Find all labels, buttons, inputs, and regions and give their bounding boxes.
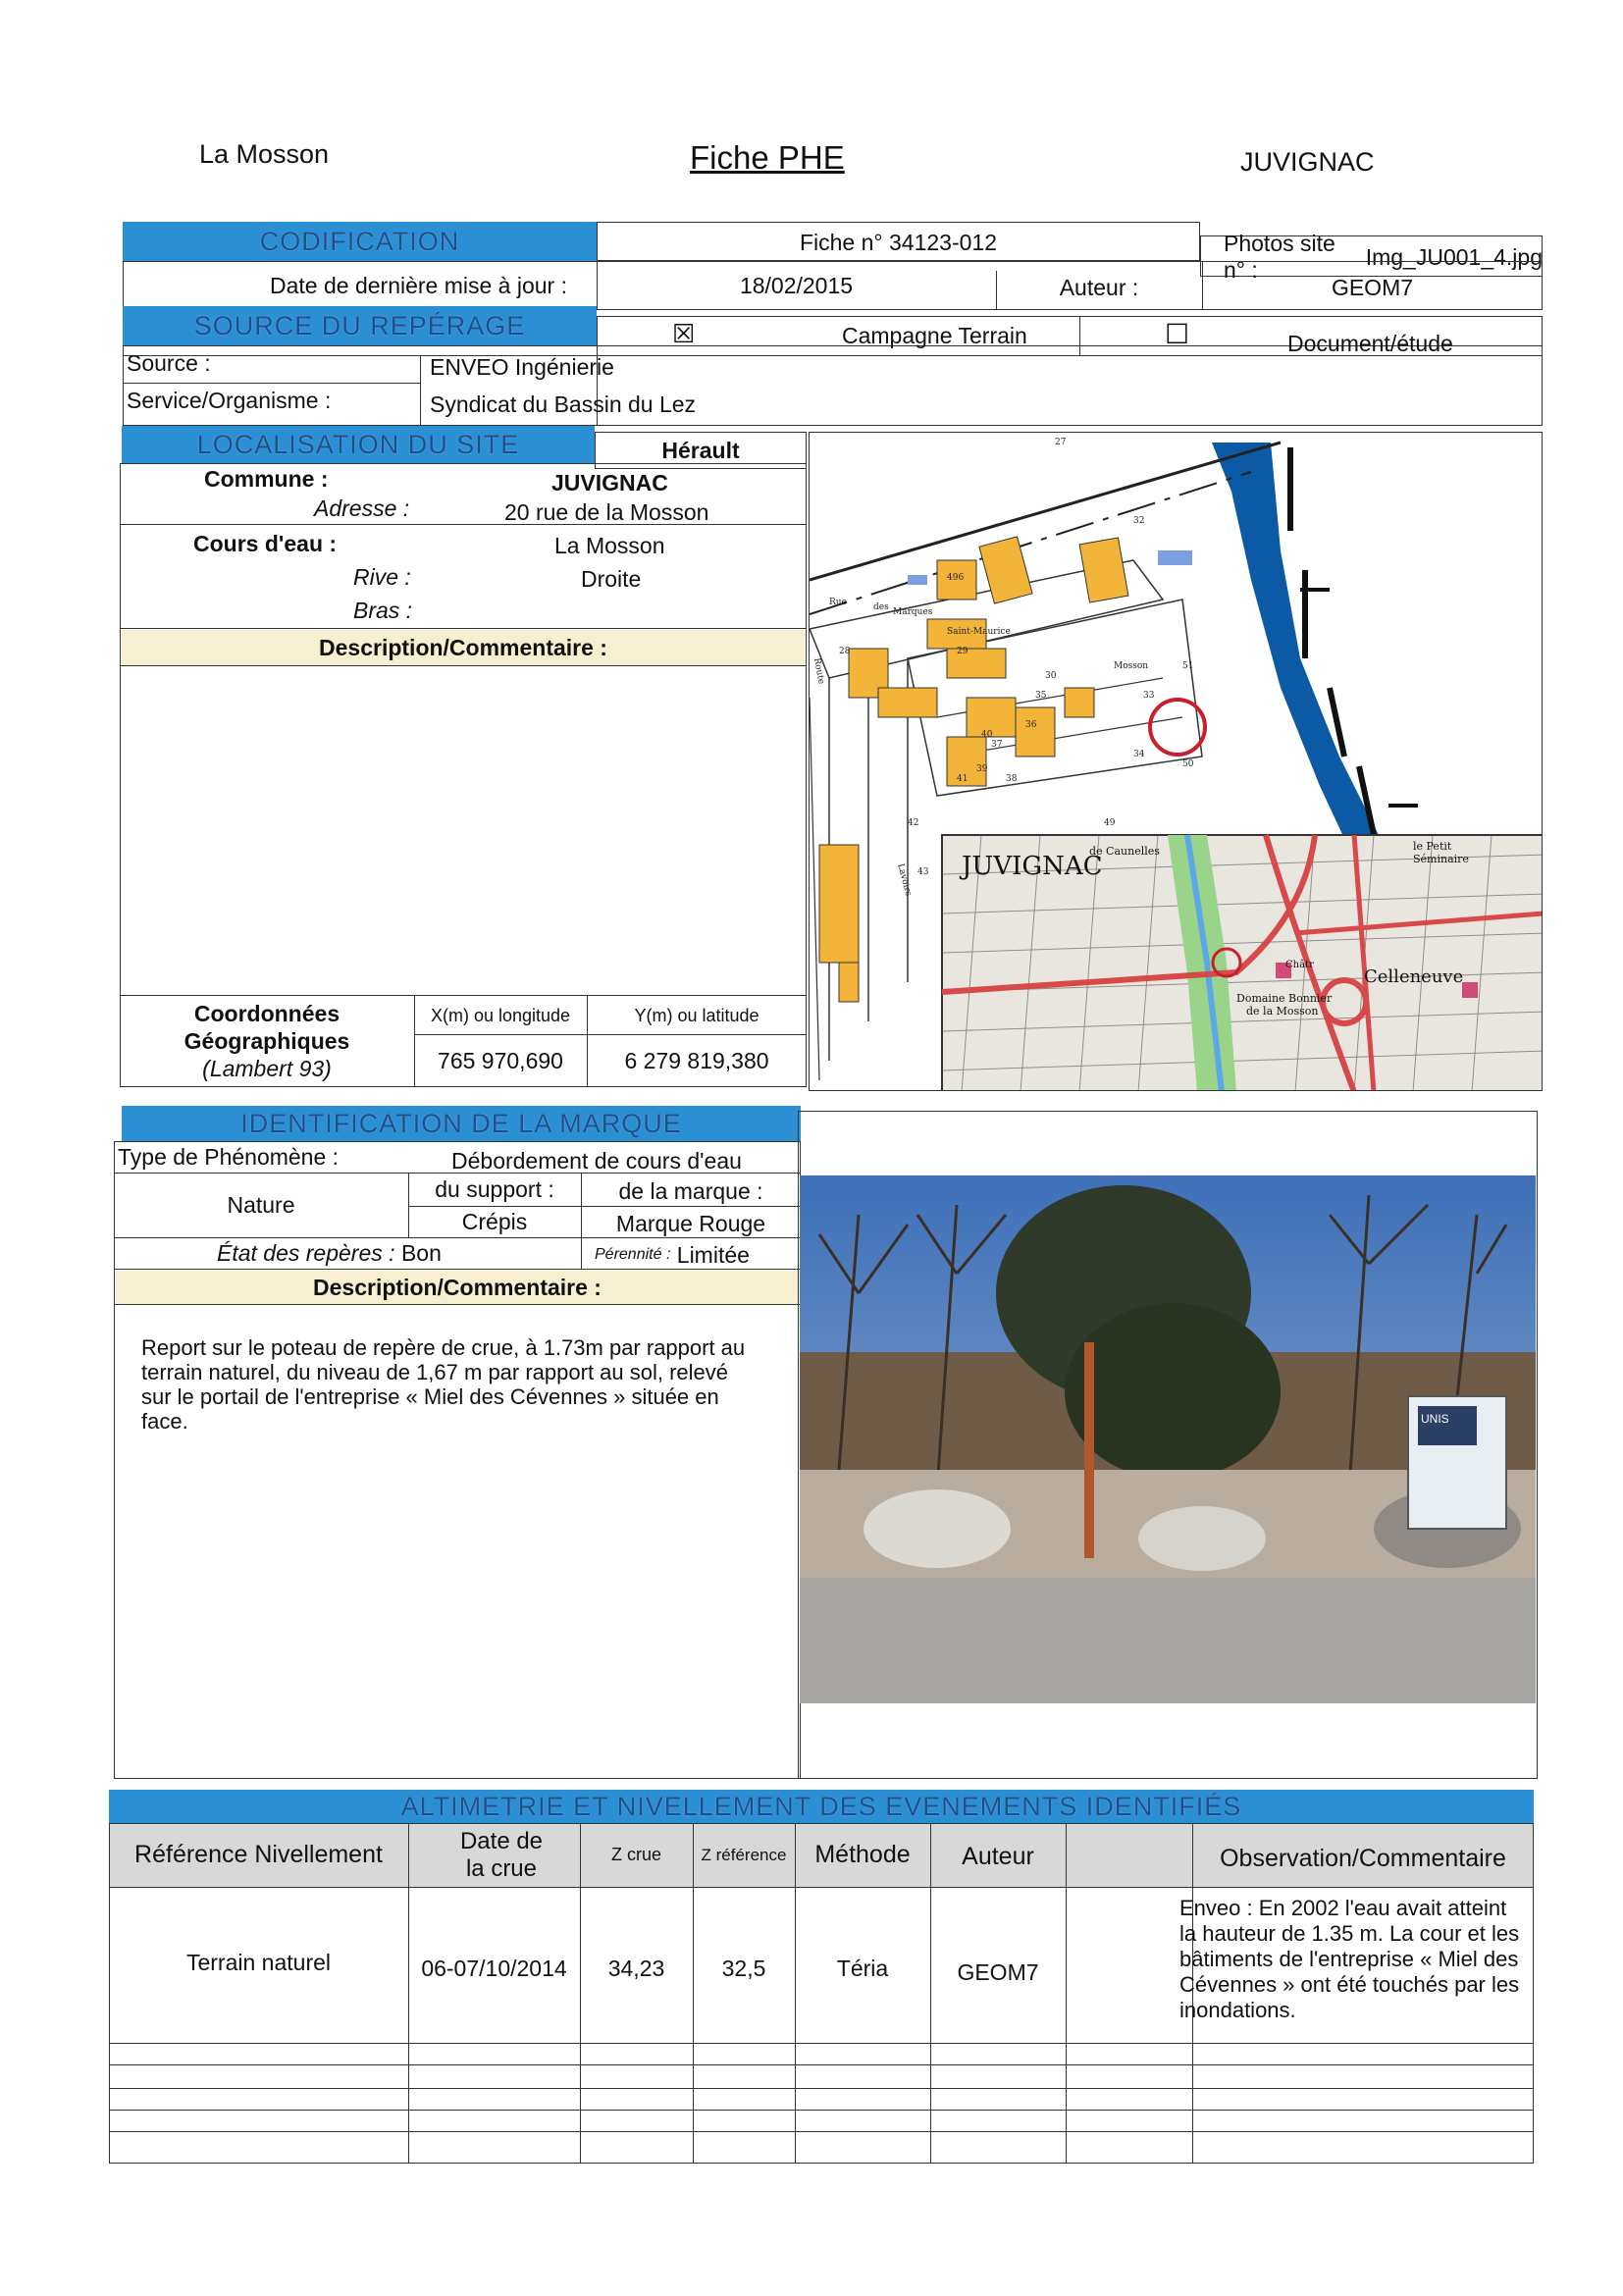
- svg-text:Route: Route: [812, 656, 826, 686]
- svg-text:35: 35: [1035, 691, 1047, 701]
- identification-heading: IDENTIFICATION DE LA MARQUE: [122, 1106, 801, 1141]
- row-observation: Enveo : En 2002 l'eau avait atteint la hauteur de 1.35 m. La cour et les bâtiments de l'entreprise « Miel des Cévennes » ont été touchés par les inondations.: [1179, 1896, 1520, 2022]
- type-phenomene-value: Débordement de cours d'eau: [451, 1147, 742, 1174]
- row-date: 06-07/10/2014: [421, 1955, 567, 1981]
- department: Hérault: [661, 437, 740, 463]
- codification-section: [123, 222, 1543, 310]
- photos-value: Img_JU001_4.jpg: [1365, 243, 1543, 270]
- svg-text:37: 37: [991, 740, 1003, 750]
- localisation-description-body: [122, 667, 805, 997]
- svg-text:51: 51: [1182, 661, 1194, 671]
- svg-text:Marques: Marques: [893, 607, 933, 617]
- cours-eau-label: Cours d'eau :: [193, 530, 338, 556]
- perennite-label: Pérennité :: [595, 1246, 671, 1263]
- svg-text:le Petit: le Petit: [1413, 840, 1452, 853]
- col-zcrue: Z crue: [610, 1845, 661, 1864]
- y-value: 6 279 819,380: [624, 1047, 769, 1073]
- document-checkbox[interactable]: ☐: [1165, 318, 1190, 349]
- col-zref: Z référence: [701, 1845, 787, 1864]
- marque-value: Marque Rouge: [615, 1210, 766, 1236]
- source-value: ENVEO Ingénierie: [430, 353, 614, 380]
- svg-text:Séminaire: Séminaire: [1413, 853, 1469, 865]
- photos-label: Photos site n° :: [1224, 231, 1335, 283]
- row-auteur: GEOM7: [957, 1958, 1039, 1985]
- site-photo: [800, 1175, 1536, 1703]
- campagne-terrain-label: Campagne Terrain: [842, 322, 1027, 348]
- author-value: GEOM7: [1331, 274, 1414, 300]
- map-label: 27: [1055, 438, 1067, 447]
- codification-heading: CODIFICATION: [123, 222, 597, 261]
- svg-text:Mosson: Mosson: [1114, 661, 1149, 671]
- service-label: Service/Organisme :: [127, 387, 332, 413]
- coord-label-line1: Coordonnées: [193, 1001, 340, 1026]
- type-phenomene-label: Type de Phénomène :: [118, 1143, 340, 1170]
- svg-text:34: 34: [1133, 750, 1145, 759]
- x-value: 765 970,690: [438, 1047, 563, 1073]
- town-name: JUVIGNAC: [1240, 147, 1375, 177]
- source-heading: SOURCE DU REPÉRAGE: [123, 306, 597, 345]
- coord-label-line2: Géographiques: [183, 1028, 350, 1054]
- source-section: [123, 306, 1543, 426]
- row-zcrue: 34,23: [607, 1955, 665, 1981]
- rive-label: Rive :: [353, 563, 411, 590]
- rive-value: Droite: [581, 565, 642, 592]
- svg-text:Celleneuve: Celleneuve: [1364, 966, 1464, 987]
- svg-text:Lavoirs: Lavoirs: [895, 862, 914, 898]
- svg-text:40: 40: [981, 730, 993, 740]
- commune-label: Commune :: [204, 465, 329, 492]
- date-label: Date de dernière mise à jour :: [270, 272, 567, 298]
- altimetrie-heading: ALTIMETRIE ET NIVELLEMENT DES EVENEMENTS IDENTIFIÉS: [109, 1790, 1534, 1823]
- etat-label: État des repères :: [217, 1239, 395, 1266]
- svg-text:39: 39: [976, 764, 988, 774]
- service-value: Syndicat du Bassin du Lez: [430, 391, 697, 417]
- adresse-value: 20 rue de la Mosson: [504, 498, 709, 525]
- support-label: du support :: [435, 1175, 554, 1202]
- marque-label: de la marque :: [618, 1177, 763, 1204]
- altimetrie-section: [109, 1776, 1534, 2164]
- row-methode: Téria: [836, 1955, 889, 1981]
- cours-eau-value: La Mosson: [554, 532, 665, 558]
- date-value: 18/02/2015: [739, 272, 854, 298]
- map-town-label: JUVIGNAC: [962, 852, 1103, 881]
- svg-text:33: 33: [1143, 691, 1155, 701]
- col-date: Date de la crue: [459, 1827, 544, 1882]
- row-reference: Terrain naturel: [185, 1949, 332, 1975]
- svg-text:de la Mosson: de la Mosson: [1246, 1005, 1319, 1018]
- svg-text:49: 49: [1104, 818, 1116, 828]
- river-name: La Mosson: [199, 139, 330, 169]
- svg-text:de Caunelles: de Caunelles: [1089, 845, 1160, 858]
- svg-text:41: 41: [957, 774, 969, 784]
- author-label: Auteur :: [1059, 274, 1139, 300]
- page-title: Fiche PHE: [690, 139, 845, 176]
- localisation-section: [120, 426, 807, 1087]
- bras-label: Bras :: [353, 597, 413, 623]
- svg-text:50: 50: [1182, 759, 1194, 769]
- svg-text:des: des: [873, 602, 889, 612]
- svg-text:Saint-Maurice: Saint-Maurice: [947, 627, 1011, 637]
- fiche-number: Fiche n° 34123-012: [799, 229, 997, 255]
- identification-description-heading: Description/Commentaire :: [116, 1271, 799, 1304]
- svg-text:496: 496: [947, 573, 965, 583]
- document-etude-label: Document/étude: [1287, 330, 1453, 356]
- col-auteur: Auteur: [962, 1843, 1034, 1870]
- commune-value: JUVIGNAC: [551, 469, 668, 496]
- localisation-description-heading: Description/Commentaire :: [122, 630, 805, 665]
- site-map: [809, 432, 1543, 1091]
- col-reference: Référence Nivellement: [134, 1841, 383, 1868]
- y-label: Y(m) ou latitude: [634, 1005, 759, 1025]
- svg-text:Châtr: Châtr: [1285, 960, 1314, 970]
- svg-text:30: 30: [1045, 671, 1057, 681]
- localisation-heading: LOCALISATION DU SITE: [122, 426, 595, 463]
- etat-value: Bon: [400, 1239, 442, 1266]
- perennite-value: Limitée: [676, 1241, 750, 1268]
- support-value: Crépis: [461, 1208, 528, 1234]
- svg-text:29: 29: [957, 647, 969, 656]
- svg-text:Domaine Bonnier: Domaine Bonnier: [1236, 992, 1333, 1005]
- svg-text:Rue: Rue: [829, 598, 847, 607]
- svg-text:43: 43: [917, 867, 929, 877]
- coord-label-line3: (Lambert 93): [202, 1056, 332, 1081]
- sign-text: UNIS: [1421, 1412, 1449, 1426]
- svg-text:36: 36: [1025, 720, 1037, 730]
- campagne-checkbox[interactable]: ☒: [672, 318, 696, 348]
- adresse-label: Adresse :: [314, 495, 410, 521]
- identification-description-text: Report sur le poteau de repère de crue, à 1.73m par rapport au terrain naturel, du niveau de 1,67 m par rapport au sol, relevé sur le portail de l'entreprise « Miel des Cévennes » située en face.: [141, 1335, 746, 1434]
- col-observation: Observation/Commentaire: [1220, 1845, 1506, 1872]
- svg-text:28: 28: [839, 647, 851, 656]
- nature-label: Nature: [227, 1191, 295, 1218]
- col-methode: Méthode: [814, 1841, 911, 1868]
- source-label: Source :: [127, 349, 211, 376]
- row-zref: 32,5: [721, 1955, 766, 1981]
- cadastral-map: [810, 433, 1543, 1091]
- svg-text:42: 42: [908, 818, 919, 828]
- svg-text:38: 38: [1006, 774, 1018, 784]
- x-label: X(m) ou longitude: [430, 1005, 571, 1025]
- identification-section: [114, 1106, 801, 1779]
- svg-text:32: 32: [1133, 516, 1145, 526]
